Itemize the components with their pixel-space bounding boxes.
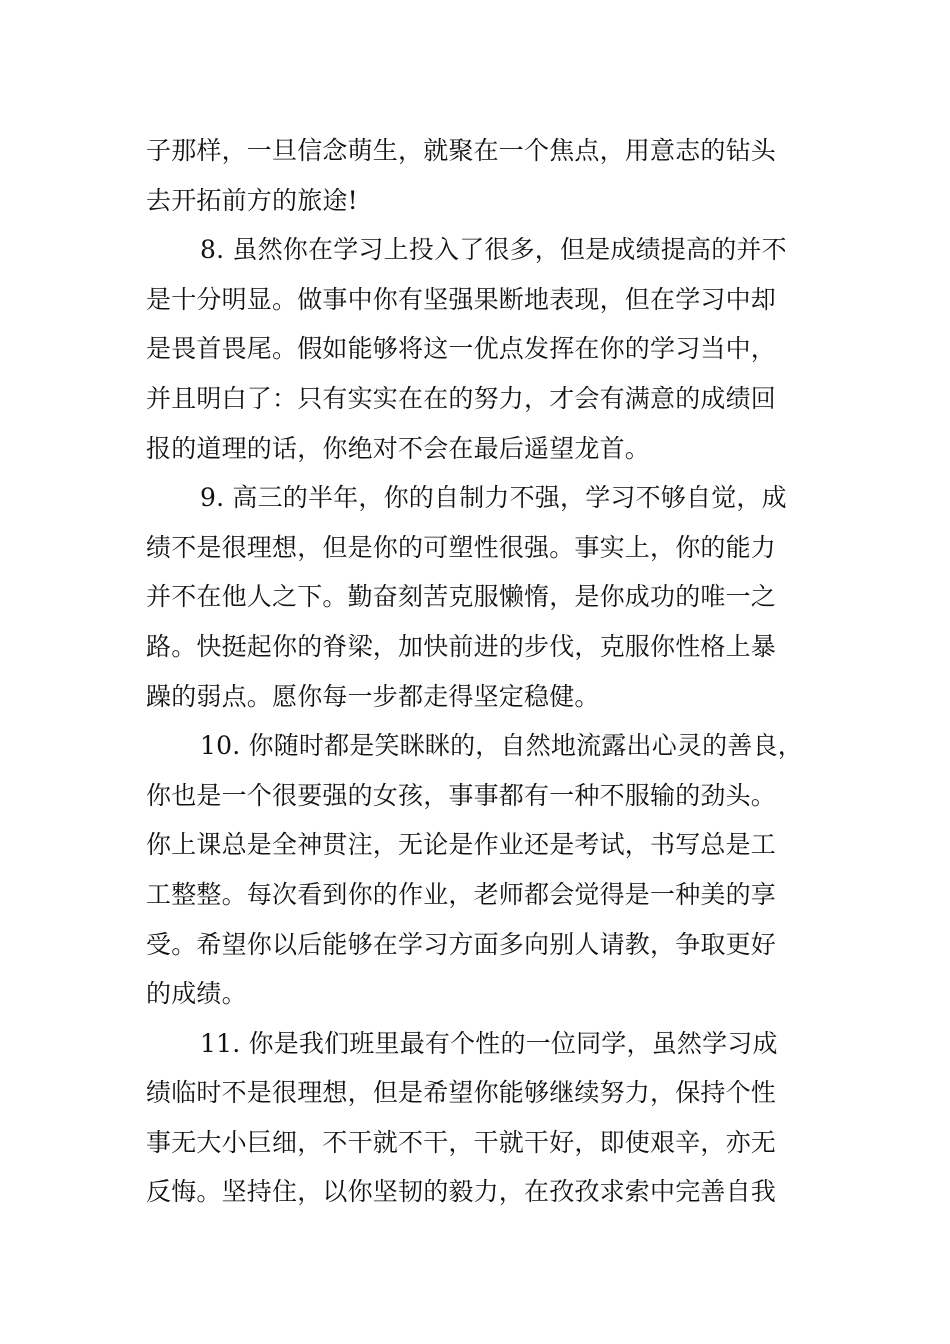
text-line: 反悔。坚持住，以你坚韧的毅力，在孜孜求索中完善自我 bbox=[146, 1177, 777, 1207]
paragraph-start-line: 8. 虽然你在学习上投入了很多，但是成绩提高的并不 bbox=[200, 235, 787, 265]
text-line: 路。快挺起你的脊梁，加快前进的步伐，克服你性格上暴 bbox=[146, 631, 777, 661]
text-line: 是畏首畏尾。假如能够将这一优点发挥在你的学习当中， bbox=[146, 334, 777, 364]
text-line: 并不在他人之下。勤奋刻苦克服懒惰，是你成功的唯一之 bbox=[146, 582, 777, 612]
paragraph-start-line: 11. 你是我们班里最有个性的一位同学，虽然学习成 bbox=[200, 1028, 778, 1058]
text-line: 子那样，一旦信念萌生，就聚在一个焦点，用意志的钻头 bbox=[146, 136, 777, 165]
text-line: 工整整。每次看到你的作业，老师都会觉得是一种美的享 bbox=[146, 879, 777, 909]
text-line: 去开拓前方的旅途! bbox=[146, 185, 358, 215]
text-line: 报的道理的话，你绝对不会在最后遥望龙首。 bbox=[146, 433, 651, 463]
text-line: 是十分明显。做事中你有坚强果断地表现，但在学习中却 bbox=[146, 284, 777, 314]
text-line: 绩不是很理想，但是你的可塑性很强。事实上，你的能力 bbox=[146, 532, 777, 562]
text-line: 事无大小巨细，不干就不干，干就干好，即使艰辛，亦无 bbox=[146, 1127, 777, 1157]
text-line: 的成绩。 bbox=[146, 979, 247, 1009]
text-line: 受。希望你以后能够在学习方面多向别人请教，争取更好 bbox=[146, 929, 777, 959]
text-line: 并且明白了：只有实实在在的努力，才会有满意的成绩回 bbox=[146, 383, 777, 413]
document-body bbox=[146, 126, 836, 1217]
text-line: 你也是一个很要强的女孩，事事都有一种不服输的劲头。 bbox=[146, 780, 777, 810]
paragraph-start-line: 10. 你随时都是笑眯眯的，自然地流露出心灵的善良， bbox=[200, 731, 803, 761]
text-line: 你上课总是全神贯注，无论是作业还是考试，书写总是工 bbox=[146, 830, 777, 860]
text-line: 绩临时不是很理想，但是希望你能够继续努力，保持个性 bbox=[146, 1078, 777, 1108]
paragraph-start-line: 9. 高三的半年，你的自制力不强，学习不够自觉，成 bbox=[200, 483, 787, 513]
text-line: 躁的弱点。愿你每一步都走得坚定稳健。 bbox=[146, 681, 600, 711]
